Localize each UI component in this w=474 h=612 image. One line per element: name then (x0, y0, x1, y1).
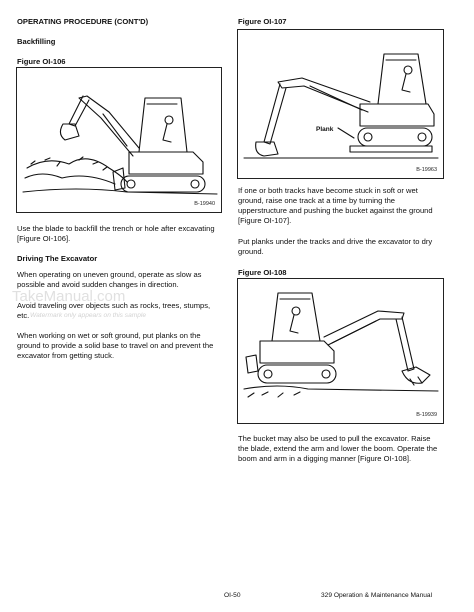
figure-oi-106 (16, 67, 222, 213)
plank-label: Plank (316, 126, 334, 133)
driving-heading: Driving The Excavator (17, 254, 98, 263)
figure-oi-107 (237, 29, 444, 179)
backfilling-paragraph: Use the blade to backfill the trench or hole after excavating [Figure OI-106]. (17, 224, 215, 243)
excavator-pulling-illustration (238, 279, 443, 423)
figure-oi-107-id: B-19963 (416, 167, 437, 173)
figure-oi-108 (237, 278, 444, 424)
figure-oi-106-title: Figure OI-106 (17, 57, 66, 66)
watermark-note: Watermark only appears on this sample (30, 312, 147, 319)
excavator-backfilling-illustration (17, 68, 221, 212)
planks-paragraph: Put planks under the tracks and drive the excavator to dry ground. (238, 237, 433, 256)
driving-paragraph-1: When operating on uneven ground, operate as slow as possible and avoid sudden changes in direction. (17, 270, 202, 289)
figure-oi-108-id: B-19939 (416, 412, 437, 418)
manual-title: 329 Operation & Maintenance Manual (321, 592, 433, 599)
figure-oi-107-title: Figure OI-107 (238, 17, 287, 26)
figure-oi-108-title: Figure OI-108 (238, 268, 287, 277)
watermark-site: TakeManual.com (12, 288, 126, 305)
figure-oi-106-id: B-19940 (194, 201, 215, 207)
backfilling-heading: Backfilling (17, 37, 56, 46)
driving-paragraph-2: Avoid traveling over objects such as rocks, trees, stumps, etc. (17, 301, 211, 320)
section-title: OPERATING PROCEDURE (CONT'D) (17, 17, 149, 26)
driving-paragraph-3: When working on wet or soft ground, put planks on the ground to provide a solid base to travel on and prevent the excavator from getting stuck. (17, 331, 214, 360)
stuck-tracks-paragraph: If one or both tracks have become stuck in soft or wet ground, raise one track at a time by turning the upperstructure and pushing the bucket against the ground [Figure OI-107]. (238, 186, 433, 225)
pull-excavator-paragraph: The bucket may also be used to pull the excavator. Raise the blade, extend the arm and lower the boom. Operate the boom and arm in a digging manner [Figure OI-108]. (238, 434, 438, 463)
excavator-on-plank-illustration (238, 30, 443, 178)
page-number: OI-50 (224, 592, 241, 599)
